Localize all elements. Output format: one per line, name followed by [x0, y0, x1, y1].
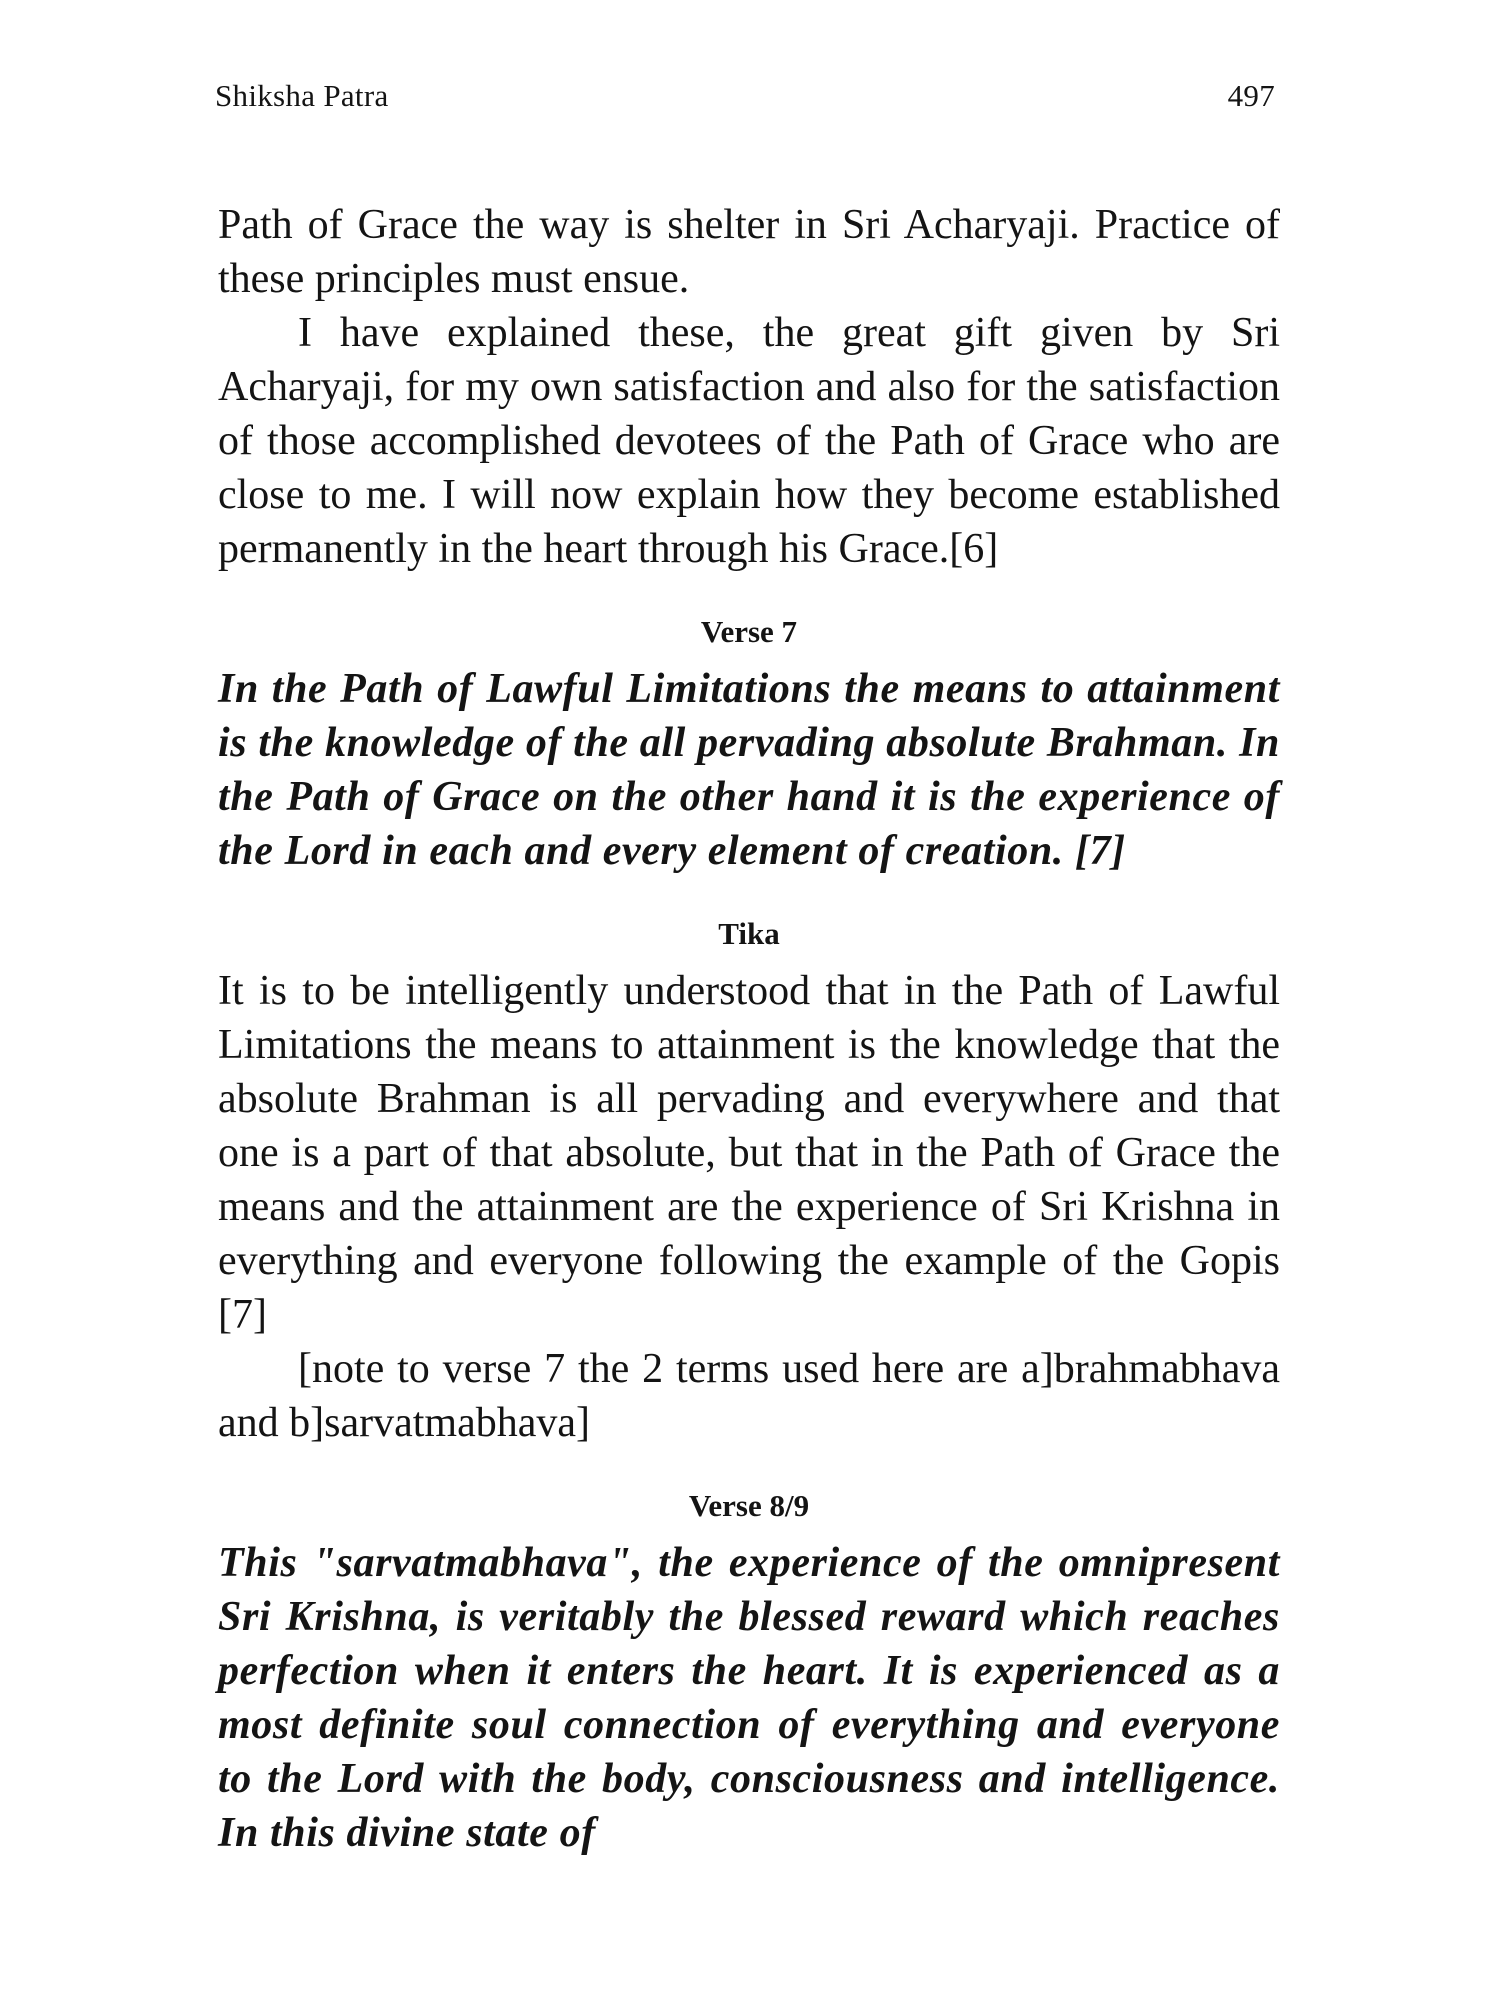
running-title: Shiksha Patra: [215, 78, 389, 113]
paragraph-continued: Path of Grace the way is shelter in Sri Acharyaji. Practice of these principles must ensue.: [218, 202, 1280, 302]
page-number: 497: [1227, 78, 1275, 113]
page-body: [218, 198, 1280, 1860]
tika-text: It is to be intelligently understood that in the Path of Lawful Limitations the means to attainment is the knowledge that the absolute Brahman is all pervading and everywhere and that one is a part of that absolute, but that in the Path of Grace the means and the attainment are the experience of Sri Krishna in everything and everyone following the example of the Gopis [7]: [218, 968, 1280, 1338]
paragraph-explanation: I have explained these, the great gift given by Sri Acharyaji, for my own satisfaction and also for the satisfaction of those accomplished devotees of the Path of Grace who are close to me. I will now explain how they become established permanently in the heart through his Grace.[6]: [218, 310, 1280, 572]
verse-8-9-heading: Verse 8/9: [688, 1488, 810, 1523]
running-header: [215, 78, 1275, 114]
tika-heading: Tika: [718, 916, 780, 951]
note-text: [note to verse 7 the 2 terms used here are a]brahmabhava and b]sarvatmabhava]: [218, 1346, 1280, 1446]
verse-8-9-text: This "sarvatmabhava", the experience of the omnipresent Sri Krishna, is veritably the blessed reward which reaches perfection when it enters the heart. It is experienced as a most definite soul connection of everything and everyone to the Lord with the body, consciousness and intelligence. In this divine state of: [218, 1540, 1280, 1856]
verse-7-text: In the Path of Lawful Limitations the means to attainment is the knowledge of the all pervading absolute Brahman. In the Path of Grace on the other hand it is the experience of the Lord in each and every element of creation. [7]: [218, 666, 1280, 874]
verse-7-heading: Verse 7: [700, 614, 798, 649]
